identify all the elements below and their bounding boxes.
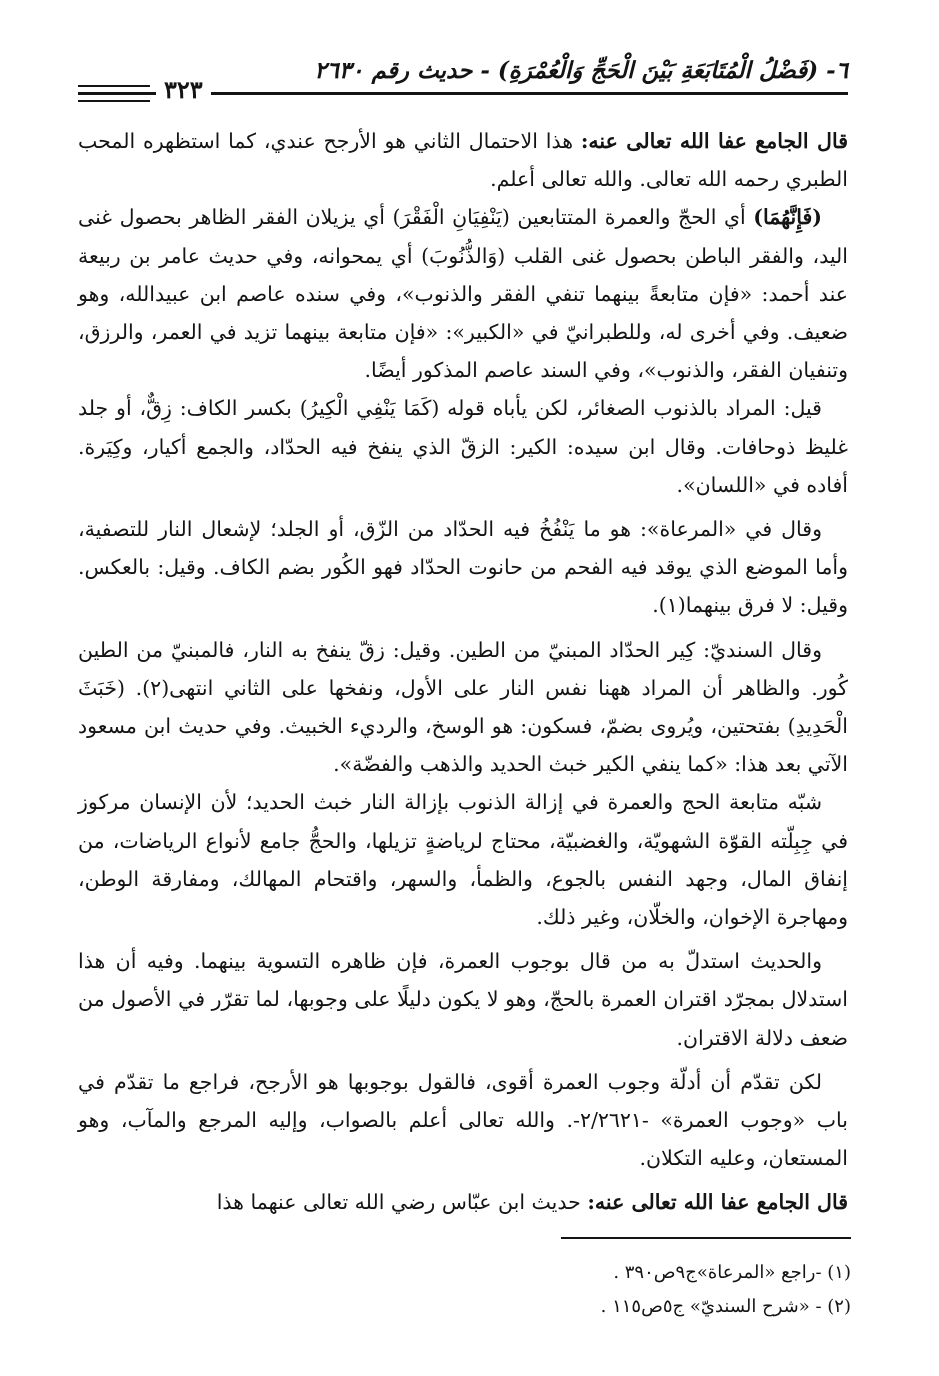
paragraph-text: وقال السنديّ: كِير الحدّاد المبنيّ من الطين. وقيل: زقّ ينفخ به النار، فالمبنيّ من الطين كُور. والظاهر أن المراد ههنا نفس النار على الأول، ونفخها على الثاني انتهى(٢). (خَبَثَ الْحَدِيدِ) بفتحتين، ويُروى بضمّ، فسكون: هو الوسخ، والرديء الخبيث. وفي حديث ابن مسعود الآتي بعد هذا: «كما ينفي الكير خبث الحديد والذهب والفضّة». [78, 637, 848, 777]
paragraph [78, 198, 848, 389]
paragraph-text: شبّه متابعة الحج والعمرة في إزالة الذنوب بإزالة النار خبث الحديد؛ لأن الإنسان مركوز في جِبِلّته القوّة الشهويّة، والغضبيّة، محتاج لرياضةٍ تزيلها، والحجُّ جامع لأنواع الرياضات، من إنفاق المال، وجهد النفس بالجوع، والظمأ، والسهر، واقتحام المهالك، ومفارقة الوطن، ومهاجرة الإخوان، والخلّان، وغير ذلك. [78, 790, 848, 930]
paragraph-text: هذا الاحتمال الثاني هو الأرجح عندي، كما استظهره المحب الطبري رحمه الله تعالى. والله تعالى أعلم. [78, 129, 848, 192]
paragraph [78, 631, 848, 784]
footnote-2: (٢) - «شرح السنديّ» ج٥ص١١٥ . [600, 1296, 851, 1317]
paragraph-lead: قال الجامع عفا الله تعالى عنه: [580, 129, 848, 153]
page-header [78, 56, 848, 104]
paragraph [78, 122, 848, 198]
footnote-separator [561, 1237, 851, 1239]
paragraph-text: أي الحجّ والعمرة المتتابعين (يَنْفِيَانِ الْفَقْرَ) أي يزيلان الفقر الظاهر بحصول غنى اليد، والفقر الباطن بحصول غنى القلب (وَالذُّنُوبَ) أي يمحوانه، وفي حديث عامر بن ربيعة عند أحمد: «فإن متابعةً بينهما تنفي الفقر والذنوب»، وفي سنده عاصم ابن عبيدالله، وهو ضعيف. وفي أخرى له، وللطبرانيّ في «الكبير»: «فإن متابعة بينهما تزيد في العمر، والرزق، وتنفيان الفقر، والذنوب»، وفي السند عاصم المذكور أيضًا. [78, 205, 848, 383]
paragraph-text: وقال في «المرعاة»: هو ما يَنْفُخُ فيه الحدّاد من الزّق، أو الجلد؛ لإشعال النار للتصفية، وأما الموضع الذي يوقد فيه الفحم من حانوت الحدّاد فهو الكُور بضم الكاف. وقيل: بالعكس. وقيل: لا فرق بينهما(١). [78, 517, 848, 618]
running-title: ٦- (فَضْلُ الْمُتَابَعَةِ بَيْنَ الْحَجِّ وَالْعُمْرَةِ) - حديث رقم ٢٦٣٠ [314, 57, 848, 84]
footnote-1: (١) -راجع «المرعاة»ج٩ص٣٩٠ . [613, 1262, 851, 1283]
paragraph [78, 1063, 848, 1178]
footnotes [351, 1256, 851, 1324]
header-rule-upper [78, 85, 150, 87]
page-number: ٣٢٣ [156, 76, 211, 104]
paragraph-text: حديث ابن عبّاس رضي الله تعالى عنهما هذا [216, 1190, 588, 1215]
header-rule-lower [78, 100, 150, 102]
paragraph-text: قيل: المراد بالذنوب الصغائر، لكن يأباه قوله (كَمَا يَنْفِي الْكِيرُ) بكسر الكاف: زِقٌّ، أو جلد غليظ ذوحافات. وقال ابن سيده: الكير: الزقّ الذي ينفخ فيه الحدّاد، والجمع أكيار، وكِيَرة. أفاده في «اللسان». [78, 396, 848, 497]
paragraph [78, 389, 848, 504]
paragraph [78, 942, 848, 1057]
paragraph [78, 1183, 848, 1221]
paragraph-text: والحديث استدلّ به من قال بوجوب العمرة، فإن ظاهره التسوية بينهما. وفيه أن هذا استدلال بمجرّد اقتران العمرة بالحجّ، وهو لا يكون دليلًا على وجوبها، لما تقرّر في الأصول من ضعف دلالة الاقتران. [78, 949, 848, 1050]
body-text [78, 122, 848, 1222]
paragraph [78, 783, 848, 936]
paragraph [78, 510, 848, 625]
paragraph-text: لكن تقدّم أن أدلّة وجوب العمرة أقوى، فالقول بوجوبها هو الأرجح، فراجع ما تقدّم في باب «وجوب العمرة» -٢/٢٦٢١-. والله تعالى أعلم بالصواب، وإليه المرجع والمآب، وهو المستعان، وعليه التكلان. [78, 1069, 848, 1171]
paragraph-lead: (فَإِنَّهُمَا) [753, 205, 822, 230]
paragraph-lead: قال الجامع عفا الله تعالى عنه: [587, 1190, 848, 1215]
